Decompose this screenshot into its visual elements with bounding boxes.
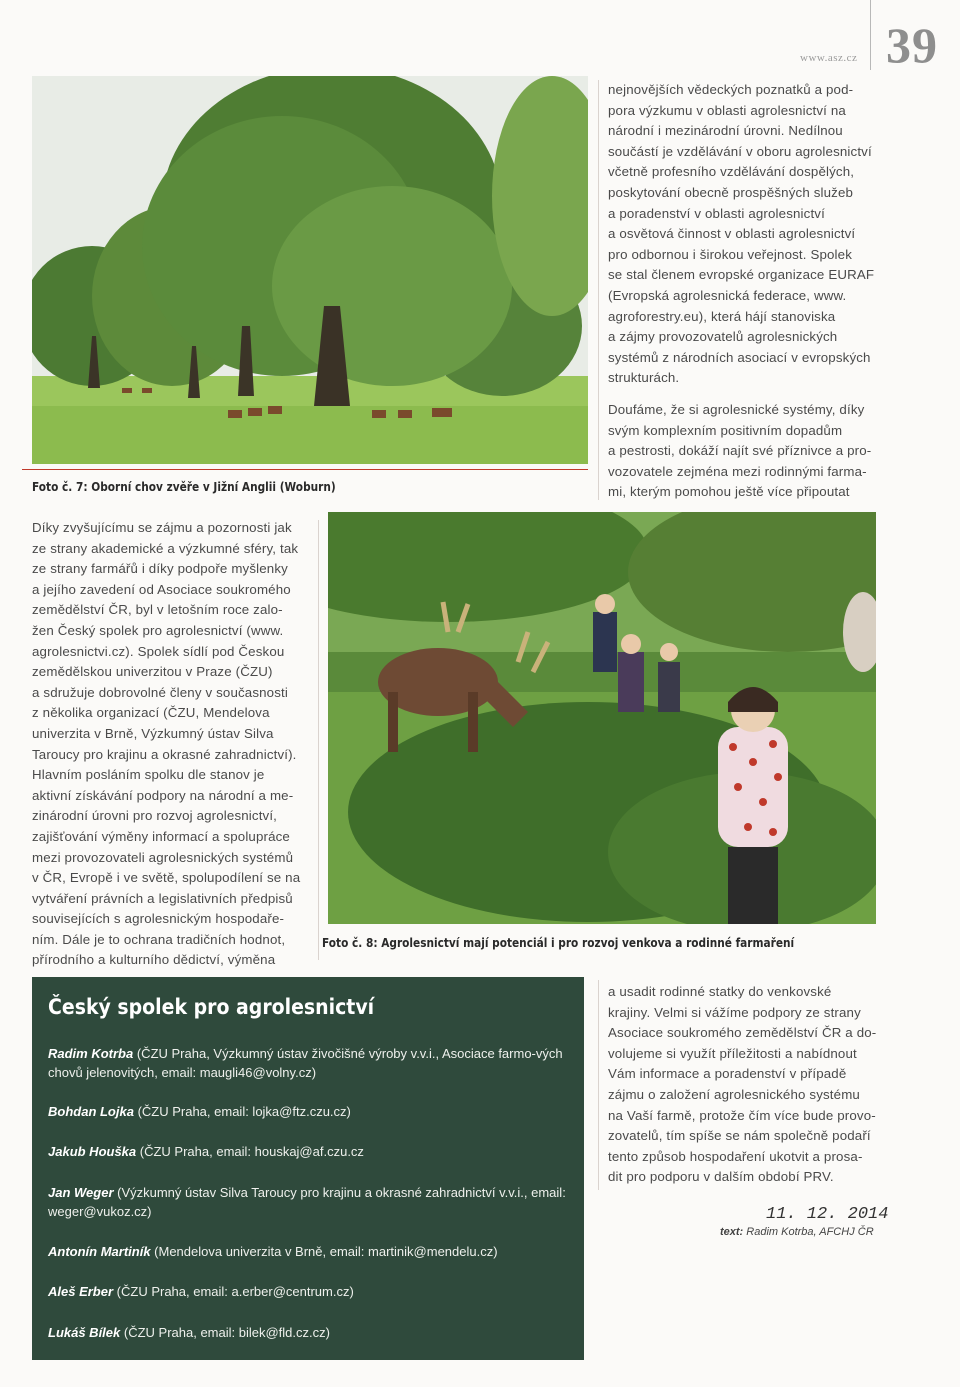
text-line: se stal členem evropské organizace EURAF bbox=[608, 267, 875, 283]
member-detail: (ČZU Praha, Výzkumný ústav živočišné výroby v.v.i., Asociace farmo-vých chovů jelenovitých, email: maugli46@volny.cz) bbox=[48, 1046, 563, 1080]
text-line: zemědělskou univerzitou v Praze (ČZU) bbox=[32, 664, 273, 680]
column-divider-top bbox=[598, 80, 599, 500]
text-line: souvisejících s agrolesnickým hospodaře- bbox=[32, 911, 285, 927]
text-line: Taroucy pro krajinu a okrasné zahradnictví). bbox=[32, 746, 297, 762]
member-name: Lukáš Bílek bbox=[48, 1325, 121, 1340]
text-line: a pestrosti, dokáží najít své příznivce a pro- bbox=[608, 443, 872, 459]
text-line: zájmu o založení agrolesnického systému bbox=[608, 1086, 860, 1102]
member-name: Antonín Martiník bbox=[48, 1244, 151, 1259]
member-name: Aleš Erber bbox=[48, 1284, 114, 1299]
text-line: žen Český spolek pro agrolesnictví (www. bbox=[32, 622, 284, 638]
text-line: zovatelů, tím spíše se nám společně podaří bbox=[608, 1128, 871, 1144]
text-line: krajiny. Velmi si vážíme podpory ze strany bbox=[608, 1004, 861, 1020]
text-line: včetně profesního vzdělávání dospělých, bbox=[608, 164, 855, 180]
member-entry bbox=[48, 1242, 568, 1261]
text-line: Hlavním posláním spolku dle stanov je bbox=[32, 767, 265, 783]
member-detail: (Mendelova univerzita v Brně, email: martinik@mendelu.cz) bbox=[150, 1244, 498, 1259]
text-line: strukturách. bbox=[608, 370, 680, 386]
member-entry bbox=[48, 1102, 568, 1121]
text-line: vytváření právních a legislativních předpisů bbox=[32, 890, 293, 906]
text-line: univerzita v Brně, Výzkumný ústav Silva bbox=[32, 725, 274, 741]
text-line: národní i mezinárodní úrovni. Nedílnou bbox=[608, 123, 843, 139]
text-line: ním. Dále je to ochrana tradičních hodnot, bbox=[32, 931, 286, 947]
text-line: ze strany akademické a výzkumné sféry, tak bbox=[32, 540, 299, 556]
text-line: přírodního a kulturního dědictví, výměna bbox=[32, 952, 276, 968]
text-line: pro odbornou i širokou veřejnost. Spolek bbox=[608, 246, 853, 262]
association-info-box bbox=[32, 977, 584, 1360]
text-line: Díky zvyšujícímu se zájmu a pozornosti jak bbox=[32, 520, 292, 535]
text-line: a poradenství v oblasti agrolesnictví bbox=[608, 205, 825, 221]
member-name: Radim Kotrba bbox=[48, 1046, 134, 1061]
caption-photo-7: Foto č. 7: Oborní chov zvěře v Jižní Anglii (Woburn) bbox=[32, 480, 336, 494]
text-line: Vám informace a poradenství v případě bbox=[608, 1066, 847, 1082]
column-divider-left bbox=[318, 520, 319, 960]
text-line: součástí je vzdělávání v oboru agrolesnictví bbox=[608, 143, 872, 159]
member-detail: (ČZU Praha, email: bilek@fld.cz.cz) bbox=[120, 1325, 330, 1340]
member-entry bbox=[48, 1142, 568, 1161]
text-line: na Vaší farmě, protože čím více bude provo- bbox=[608, 1107, 876, 1123]
text-line: tento způsob hospodaření ukotvit a prosa- bbox=[608, 1148, 863, 1164]
site-url: www.asz.cz bbox=[800, 52, 858, 64]
member-name: Bohdan Lojka bbox=[48, 1104, 134, 1119]
text-line: zajišťování výměny informací a spolupráce bbox=[32, 828, 290, 844]
text-line: a jejího zavedení od Asociace soukromého bbox=[32, 581, 291, 597]
left-column-text bbox=[32, 518, 317, 971]
text-line: Doufáme, že si agrolesnické systémy, díky bbox=[608, 402, 865, 417]
text-line: agrolesnictvi.cz). Spolek sídlí pod Českou bbox=[32, 643, 285, 659]
text-line: svým komplexním positivním dopadům bbox=[608, 422, 843, 438]
member-entry bbox=[48, 1183, 568, 1221]
member-name: Jakub Houška bbox=[48, 1144, 137, 1159]
page-number: 39 bbox=[886, 17, 938, 73]
text-line: agroforestry.eu), která hájí stanoviska bbox=[608, 308, 836, 324]
text-line: aktivní získávání podpory na národní a me- bbox=[32, 787, 294, 803]
member-detail: (Výzkumný ústav Silva Taroucy pro krajinu a okrasné zahradnictví v.v.i., email: weger@vukoz.cz) bbox=[48, 1185, 566, 1219]
text-line: ze strany farmářů i díky podpoře myšlenky bbox=[32, 561, 288, 577]
column-divider-bottom bbox=[598, 980, 599, 1190]
credit-author: Radim Kotrba, AFCHJ ČR bbox=[743, 1226, 874, 1238]
text-line: (Evropská agrolesnická federace, www. bbox=[608, 287, 847, 303]
text-line: a usadit rodinné statky do venkovské bbox=[608, 984, 832, 999]
woburn-park-image bbox=[32, 76, 588, 464]
text-line: poskytování obecně prospěšných služeb bbox=[608, 184, 854, 200]
text-line: a zájmy provozovatelů agrolesnických bbox=[608, 329, 838, 345]
credit-label: text: bbox=[720, 1226, 744, 1238]
text-line: dit pro podporu v dalším období PRV. bbox=[608, 1169, 834, 1185]
caption-rule-7 bbox=[22, 469, 588, 470]
right-column-bottom-text bbox=[608, 982, 898, 1188]
member-name: Jan Weger bbox=[48, 1185, 114, 1200]
member-entry bbox=[48, 1323, 568, 1342]
article-date: 11. 12. 2014 bbox=[766, 1205, 889, 1224]
text-line: a sdružuje dobrovolné členy v současnosti bbox=[32, 684, 288, 700]
author-credit bbox=[720, 1226, 874, 1238]
caption-photo-8: Foto č. 8: Agrolesnictví mají potenciál i pro rozvoj venkova a rodinné farmaření bbox=[322, 936, 795, 950]
photo-woburn-deer-park bbox=[32, 76, 588, 464]
text-line: z několika organizací (ČZU, Mendelova bbox=[32, 705, 270, 721]
member-entry bbox=[48, 1044, 568, 1082]
children-deer-image bbox=[328, 512, 876, 924]
text-line: zinárodní úrovni pro rozvoj agrolesnictví, bbox=[32, 808, 278, 824]
text-line: systémů z národních asociací v evropských bbox=[608, 349, 871, 365]
photo-children-deer bbox=[328, 512, 876, 924]
member-detail: (ČZU Praha, email: a.erber@centrum.cz) bbox=[113, 1284, 354, 1299]
text-line: mezi provozovateli agrolesnických systémů bbox=[32, 849, 294, 865]
header-divider bbox=[870, 0, 871, 70]
right-column-top-text bbox=[608, 80, 898, 389]
right-column-para-2 bbox=[608, 400, 898, 503]
text-line: a osvětová činnost v oblasti agrolesnictví bbox=[608, 226, 856, 242]
member-entry bbox=[48, 1282, 568, 1301]
member-detail: (ČZU Praha, email: houskaj@af.czu.cz bbox=[136, 1144, 364, 1159]
member-detail: (ČZU Praha, email: lojka@ftz.czu.cz) bbox=[133, 1104, 351, 1119]
text-line: pora výzkumu v oblasti agrolesnictví na bbox=[608, 102, 846, 118]
text-line: vozovatele zejména mezi rodinnými farma- bbox=[608, 463, 867, 479]
text-line: nejnovějších vědeckých poznatků a pod- bbox=[608, 82, 854, 97]
text-line: zemědělství ČR, byl v letošním roce zalo- bbox=[32, 602, 283, 618]
text-line: volujeme si využít příležitosti a nabídnout bbox=[608, 1045, 857, 1061]
text-line: Asociace soukromého zemědělství ČR a do- bbox=[608, 1025, 877, 1041]
text-line: mi, kterým pomohou ještě více připoutat bbox=[608, 484, 850, 500]
text-line: v ČR, Evropě i ve světě, spolupodílení se na bbox=[32, 870, 301, 886]
box-title: Český spolek pro agrolesnictví bbox=[48, 995, 375, 1019]
